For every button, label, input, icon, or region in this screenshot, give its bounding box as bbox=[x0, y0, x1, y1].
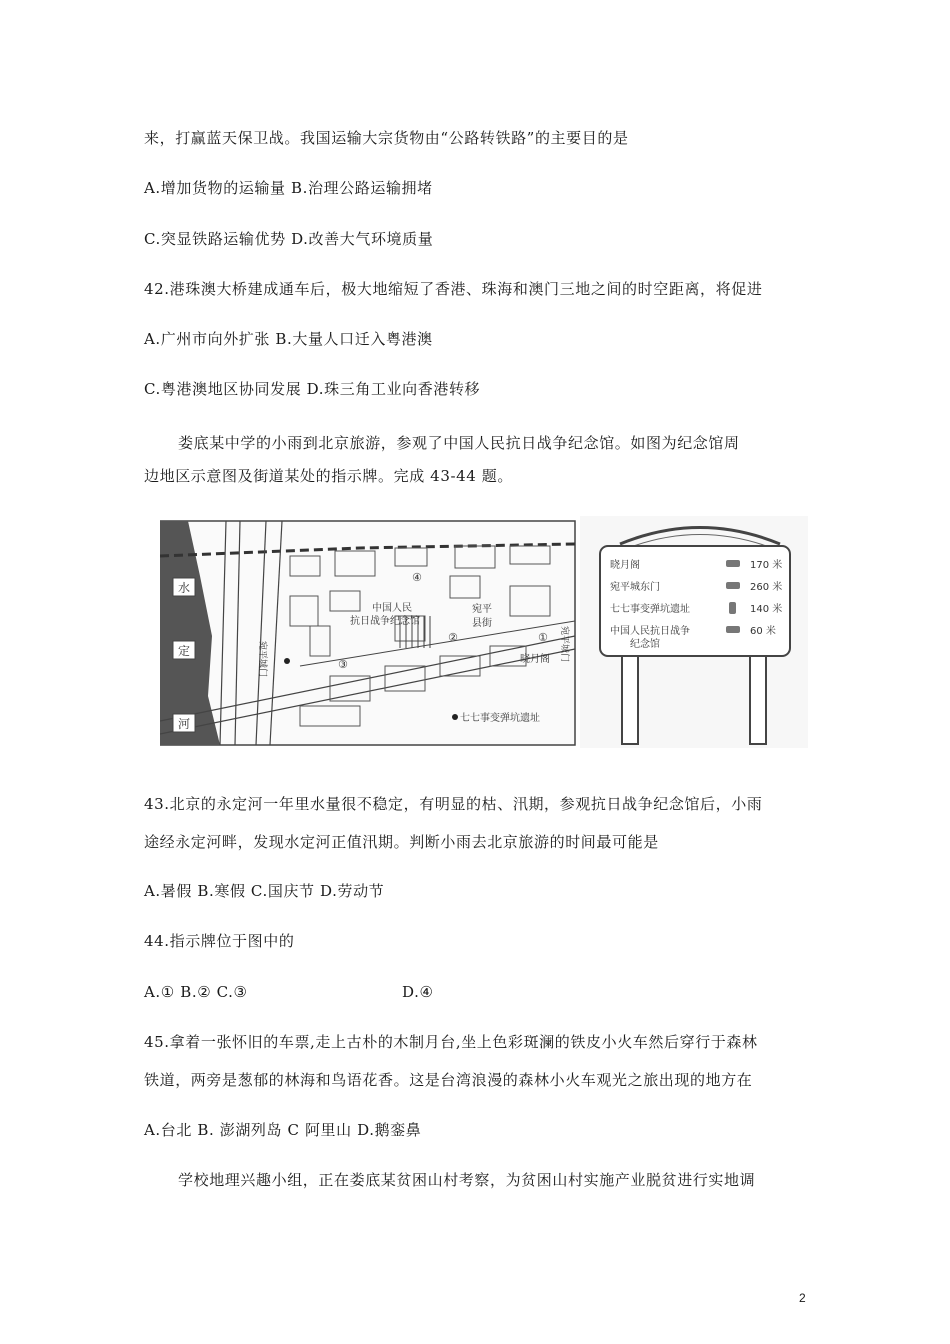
option-line-42-ab: A.广州市向外扩张 B.大量人口迁入粤港澳 bbox=[144, 330, 433, 348]
question-45-line-2: 铁道，两旁是葱郁的林海和鸟语花香。这是台湾浪漫的森林小火车观光之旅出现的地方在 bbox=[144, 1071, 753, 1089]
sign-row-name: 宛平城东门 bbox=[610, 582, 660, 593]
river-label: 河 bbox=[178, 717, 191, 731]
marker-3: ③ bbox=[338, 658, 348, 671]
question-43-line-1: 43.北京的永定河一年里水量很不稳定，有明显的枯、汛期，参观抗日战争纪念馆后，小雨 bbox=[144, 795, 763, 813]
option-line-45: A.台北 B. 澎湖列岛 C 阿里山 D.鹅銮鼻 bbox=[144, 1121, 422, 1139]
site-label: 七七事变弹坑遗址 bbox=[460, 713, 540, 724]
signboard bbox=[580, 516, 808, 748]
question-44: 44.指示牌位于图中的 bbox=[144, 932, 295, 950]
museum-label: 中国人民 bbox=[372, 603, 412, 614]
question-45-line-1: 45.拿着一张怀旧的车票,走上古朴的木制月台,坐上色彩斑澜的铁皮小火车然后穿行于森林 bbox=[144, 1033, 758, 1051]
sign-post-right bbox=[750, 656, 766, 744]
marker-4: ④ bbox=[412, 571, 422, 584]
text-line-1: 来，打赢蓝天保卫战。我国运输大宗货物由“公路转铁路”的主要目的是 bbox=[144, 129, 629, 147]
sign-row-name: 中国人民抗日战争 bbox=[610, 626, 690, 637]
sign-row-name: 晓月阁 bbox=[610, 560, 640, 571]
option-line-44-abc: A.① B.② C.③ bbox=[144, 983, 248, 1001]
museum-label: 抗日战争纪念馆 bbox=[350, 616, 420, 627]
sign-row-dist: 170 米 bbox=[750, 560, 783, 571]
intro-line-3: 学校地理兴趣小组，正在娄底某贫困山村考察，为贫困山村实施产业脱贫进行实地调 bbox=[178, 1171, 756, 1189]
river-label: 水 bbox=[178, 581, 191, 595]
sign-row-name: 七七事变弹坑遗址 bbox=[610, 604, 690, 615]
option-line-41-cd: C.突显铁路运输优势 D.改善大气环境质量 bbox=[144, 230, 434, 248]
west-gate-label: 宛平城门 bbox=[257, 641, 267, 678]
intro-line-2: 边地区示意图及街道某处的指示牌。完成 43-44 题。 bbox=[144, 467, 513, 485]
street-label: 宛平 bbox=[472, 604, 492, 615]
river-label: 定 bbox=[178, 644, 191, 658]
gate-dot bbox=[284, 658, 290, 664]
sign-row-dist: 140 米 bbox=[750, 604, 783, 615]
marker-1: ① bbox=[538, 631, 548, 644]
option-line-41-ab: A.增加货物的运输量 B.治理公路运输拥堵 bbox=[144, 179, 433, 197]
sign-row-name: 纪念馆 bbox=[630, 639, 660, 650]
pavilion-label: 晓月阁 bbox=[520, 654, 550, 665]
east-gate-label: 宛平城门 bbox=[559, 626, 569, 663]
marker-2: ② bbox=[448, 631, 458, 644]
option-line-42-cd: C.粤港澳地区协同发展 D.珠三角工业向香港转移 bbox=[144, 380, 481, 398]
option-line-43: A.暑假 B.寒假 C.国庆节 D.劳动节 bbox=[144, 882, 385, 900]
page-number: 2 bbox=[799, 1291, 806, 1305]
street-label: 县街 bbox=[472, 618, 492, 629]
option-line-44-d: D.④ bbox=[402, 983, 434, 1001]
question-42: 42.港珠澳大桥建成通车后，极大地缩短了香港、珠海和澳门三地之间的时空距离，将促进 bbox=[144, 280, 763, 298]
map-figure bbox=[160, 516, 808, 748]
question-43-line-2: 途经永定河畔，发现水定河正值汛期。判断小雨去北京旅游的时间最可能是 bbox=[144, 833, 659, 851]
sign-row-dist: 260 米 bbox=[750, 582, 783, 593]
sign-post-left bbox=[622, 656, 638, 744]
intro-line-1: 娄底某中学的小雨到北京旅游，参观了中国人民抗日战争纪念馆。如图为纪念馆周 bbox=[178, 434, 740, 452]
site-dot bbox=[452, 714, 458, 720]
sign-row-dist: 60 米 bbox=[750, 626, 776, 637]
